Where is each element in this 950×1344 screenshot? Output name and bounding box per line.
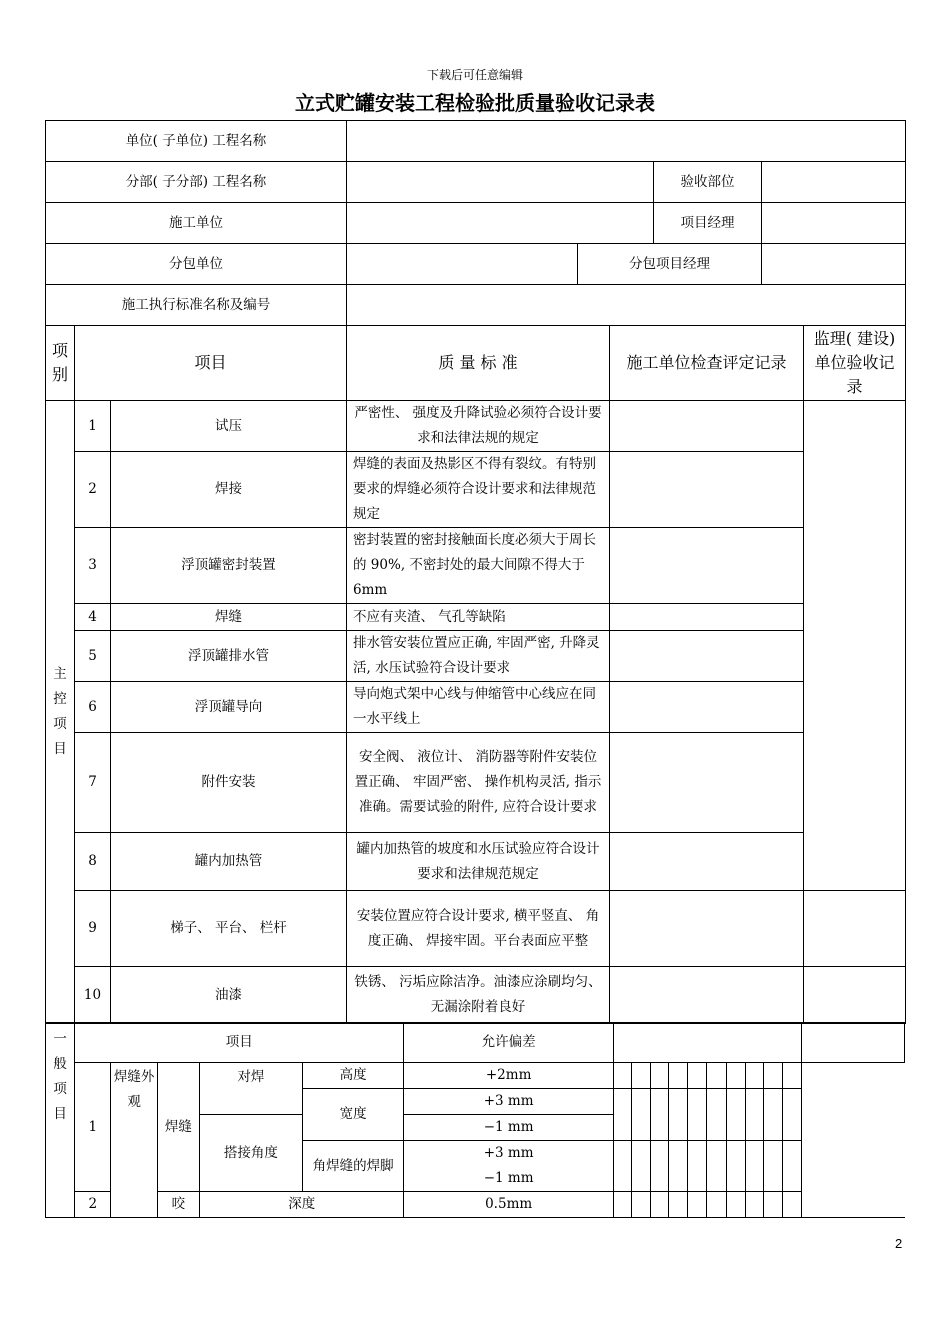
check-cell[interactable] [669, 1192, 688, 1218]
main-item-standard: 安全阀、 液位计、 消防器等附件安装位置正确、 牢固严密、 操作机构灵活, 指示准确。需要试验的附件, 应符合设计要求 [347, 733, 610, 833]
unit-project-name-label: 单位( 子单位) 工程名称 [46, 121, 347, 162]
main-item-record[interactable] [610, 631, 804, 682]
main-item-name: 浮顶罐密封装置 [111, 528, 347, 604]
supervisor-record-cell[interactable] [804, 891, 906, 967]
tolerance-header: 允许偏差 [404, 1023, 613, 1063]
main-item-standard: 严密性、 强度及升降试验必须符合设计要求和法律法规的规定 [347, 401, 610, 452]
lap-angle-label: 搭接角度 [200, 1115, 303, 1192]
main-item-name: 罐内加热管 [111, 833, 347, 891]
main-item-no: 10 [75, 967, 111, 1024]
check-cell[interactable] [613, 1192, 631, 1218]
check-cell[interactable] [688, 1141, 707, 1192]
height-tolerance: +2mm [404, 1063, 613, 1089]
check-cell[interactable] [613, 1089, 631, 1141]
page-number: 2 [895, 1236, 903, 1251]
check-cell[interactable] [782, 1192, 801, 1218]
sub-project-name-label: 分部( 子分部) 工程名称 [46, 162, 347, 203]
main-item-record[interactable] [610, 833, 804, 891]
info-table [45, 120, 906, 326]
main-item-no: 1 [75, 401, 111, 452]
check-cell[interactable] [688, 1063, 707, 1089]
construction-record-header: 施工单位检查评定记录 [610, 326, 804, 401]
height-label: 高度 [302, 1063, 404, 1089]
main-item-standard: 安装位置应符合设计要求, 横平竖直、 角度正确、 焊接牢固。平台表面应平整 [347, 891, 610, 967]
check-cell[interactable] [688, 1089, 707, 1141]
check-cell[interactable] [669, 1089, 688, 1141]
general-supervisor-cell[interactable] [802, 1063, 905, 1218]
supervisor-record-header: 监理( 建设) 单位验收记录 [804, 326, 906, 401]
construction-unit-value[interactable] [347, 203, 654, 244]
main-item-standard: 排水管安装位置应正确, 牢固严密, 升降灵活, 水压试验符合设计要求 [347, 631, 610, 682]
check-cell[interactable] [651, 1192, 669, 1218]
main-item-standard: 密封装置的密封接触面长度必须大于周长的 90%, 不密封处的最大间隙不得大于 6mm [347, 528, 610, 604]
check-cell[interactable] [651, 1141, 669, 1192]
main-item-no: 7 [75, 733, 111, 833]
subcontract-unit-value[interactable] [347, 244, 578, 285]
fillet-tolerance-minus: −1 mm [483, 1170, 534, 1186]
general-supervisor-header[interactable] [802, 1023, 905, 1063]
check-cell[interactable] [745, 1141, 763, 1192]
check-cell[interactable] [726, 1192, 745, 1218]
check-cell[interactable] [669, 1063, 688, 1089]
check-cell[interactable] [782, 1089, 801, 1141]
check-cell[interactable] [631, 1141, 650, 1192]
item-header: 项目 [75, 326, 347, 401]
main-item-record[interactable] [610, 401, 804, 452]
check-cell[interactable] [745, 1192, 763, 1218]
check-cell[interactable] [763, 1192, 782, 1218]
main-item-record[interactable] [610, 452, 804, 528]
check-cell[interactable] [613, 1063, 631, 1089]
width-label: 宽度 [302, 1089, 404, 1141]
main-item-name: 附件安装 [111, 733, 347, 833]
main-item-name: 浮顶罐排水管 [111, 631, 347, 682]
supervisor-record-cell[interactable] [804, 967, 906, 1024]
check-cell[interactable] [631, 1063, 650, 1089]
project-manager-label: 项目经理 [654, 203, 762, 244]
general-row-no: 2 [75, 1192, 111, 1218]
check-cell[interactable] [726, 1141, 745, 1192]
main-item-standard: 焊缝的表面及热影区不得有裂纹。有特别要求的焊缝必须符合设计要求和法律规范规定 [347, 452, 610, 528]
subcontract-unit-label: 分包单位 [46, 244, 347, 285]
check-cell[interactable] [745, 1089, 763, 1141]
check-cell[interactable] [763, 1063, 782, 1089]
check-cell[interactable] [763, 1141, 782, 1192]
general-record-header[interactable] [613, 1023, 801, 1063]
general-item-header: 项目 [75, 1023, 404, 1063]
project-manager-value[interactable] [762, 203, 906, 244]
main-item-standard: 罐内加热管的坡度和水压试验应符合设计要求和法律规范规定 [347, 833, 610, 891]
main-item-no: 8 [75, 833, 111, 891]
main-item-name: 浮顶罐导向 [111, 682, 347, 733]
subcontract-manager-value[interactable] [762, 244, 906, 285]
main-item-record[interactable] [610, 967, 804, 1024]
fillet-leg-label: 角焊缝的焊脚 [302, 1141, 404, 1192]
main-item-name: 试压 [111, 401, 347, 452]
butt-weld-label: 对焊 [200, 1063, 303, 1115]
check-cell[interactable] [631, 1192, 650, 1218]
page-title: 立式贮罐安装工程检验批质量验收记录表 [295, 91, 655, 115]
check-cell[interactable] [707, 1141, 726, 1192]
acceptance-part-value[interactable] [762, 162, 906, 203]
standard-name-label: 施工执行标准名称及编号 [46, 285, 347, 326]
acceptance-part-label: 验收部位 [654, 162, 762, 203]
check-cell[interactable] [631, 1089, 650, 1141]
bite-label: 咬 [157, 1192, 199, 1218]
width-tolerance-minus: −1 mm [404, 1115, 613, 1141]
weld-appearance-label: 焊缝外观 [111, 1063, 157, 1218]
main-item-no: 5 [75, 631, 111, 682]
check-cell[interactable] [782, 1063, 801, 1089]
check-cell[interactable] [745, 1063, 763, 1089]
main-item-record[interactable] [610, 891, 804, 967]
main-item-no: 4 [75, 604, 111, 631]
construction-unit-label: 施工单位 [46, 203, 347, 244]
check-cell[interactable] [651, 1063, 669, 1089]
main-item-record[interactable] [610, 682, 804, 733]
unit-project-name-value[interactable] [347, 121, 906, 162]
check-cell[interactable] [726, 1089, 745, 1141]
check-cell[interactable] [613, 1141, 631, 1192]
main-item-no: 9 [75, 891, 111, 967]
weld-label: 焊缝 [157, 1063, 199, 1192]
main-items-table [45, 325, 906, 1024]
check-cell[interactable] [782, 1141, 801, 1192]
main-item-name: 焊接 [111, 452, 347, 528]
main-item-name: 焊缝 [111, 604, 347, 631]
main-item-no: 6 [75, 682, 111, 733]
main-item-no: 2 [75, 452, 111, 528]
check-cell[interactable] [669, 1141, 688, 1192]
depth-label: 深度 [200, 1192, 404, 1218]
supervisor-record-cell[interactable] [804, 401, 906, 891]
category-header: 项别 [46, 326, 75, 401]
standard-header: 质 量 标 准 [347, 326, 610, 401]
check-cell[interactable] [763, 1089, 782, 1141]
check-cell[interactable] [707, 1192, 726, 1218]
main-item-standard: 铁锈、 污垢应除洁净。油漆应涂刷均匀、 无漏涂附着良好 [347, 967, 610, 1024]
main-item-record[interactable] [610, 528, 804, 604]
sub-project-name-value[interactable] [347, 162, 654, 203]
main-item-standard: 导向炮式架中心线与伸缩管中心线应在同一水平线上 [347, 682, 610, 733]
main-item-record[interactable] [610, 604, 804, 631]
download-note: 下载后可任意编辑 [426, 68, 523, 82]
general-row-no: 1 [75, 1063, 111, 1192]
width-tolerance-plus: +3 mm [404, 1089, 613, 1115]
main-item-no: 3 [75, 528, 111, 604]
fillet-tolerance-plus: +3 mm [483, 1145, 534, 1161]
check-cell[interactable] [707, 1089, 726, 1141]
check-cell[interactable] [688, 1192, 707, 1218]
general-items-table [45, 1022, 905, 1218]
general-label: 一般项目 [46, 1023, 75, 1218]
standard-name-value[interactable] [347, 285, 906, 326]
main-item-name: 油漆 [111, 967, 347, 1024]
check-cell[interactable] [651, 1089, 669, 1141]
main-item-name: 梯子、 平台、 栏杆 [111, 891, 347, 967]
main-item-standard: 不应有夹渣、 气孔等缺陷 [347, 604, 610, 631]
main-control-label: 主控项目 [46, 401, 75, 1024]
fillet-tolerance [404, 1141, 613, 1192]
main-item-record[interactable] [610, 733, 804, 833]
check-cell[interactable] [707, 1063, 726, 1089]
depth-tolerance: 0.5mm [404, 1192, 613, 1218]
check-cell[interactable] [726, 1063, 745, 1089]
subcontract-manager-label: 分包项目经理 [578, 244, 762, 285]
